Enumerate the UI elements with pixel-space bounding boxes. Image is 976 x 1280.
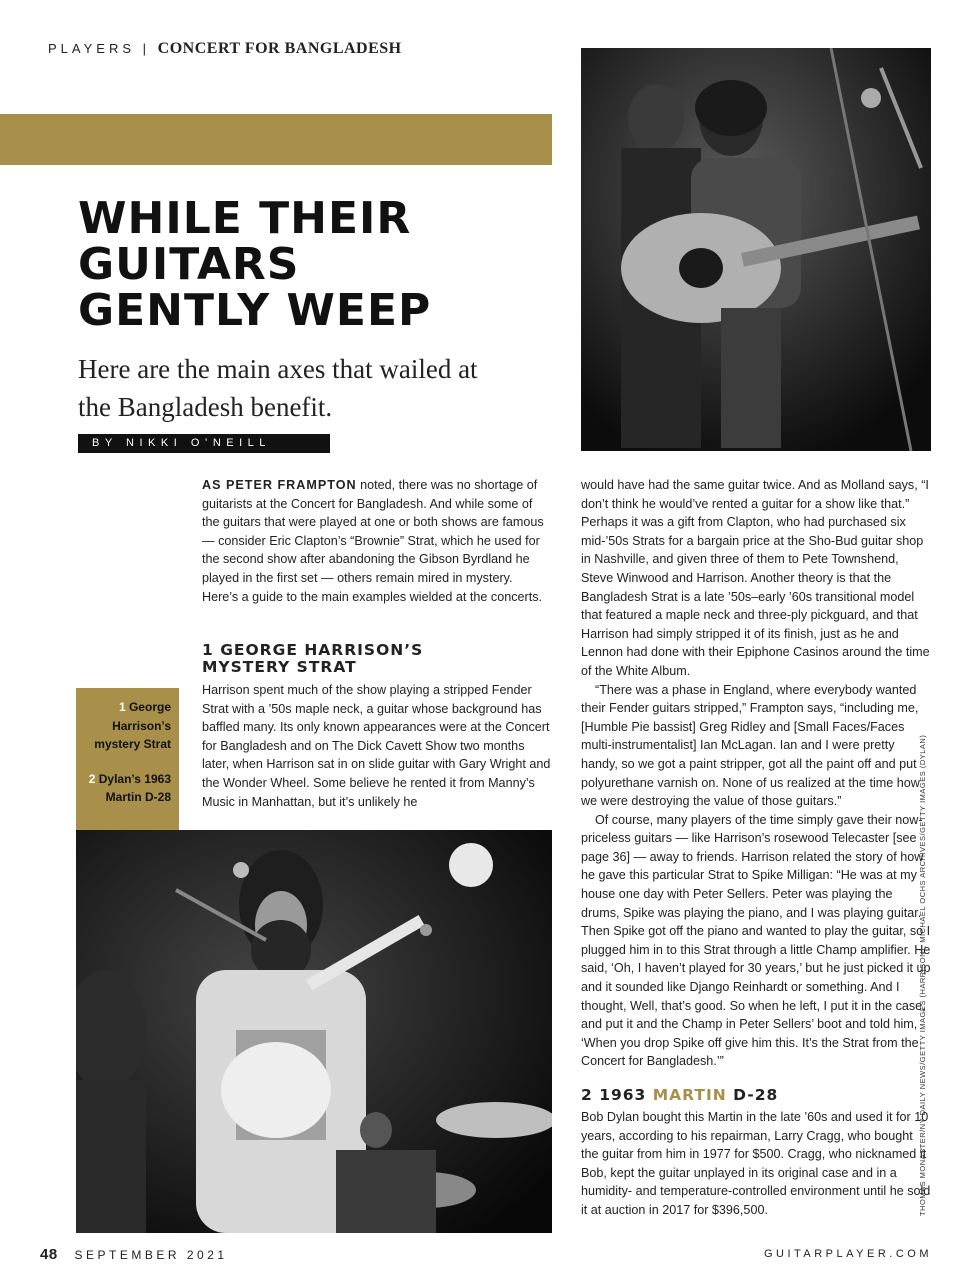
photo-key-sidebar xyxy=(76,688,179,830)
photo-key-item-2 xyxy=(76,770,171,807)
section-separator: | xyxy=(142,41,151,56)
section-2-heading xyxy=(581,1087,931,1104)
section-1-paragraph-1: Harrison spent much of the show playing a stripped Fender Strat with a ’50s maple neck, a guitar whose background has baffled many. Its only known appearances were at the Concert for Bangladesh and on The Dick Cavett Show two months later, when Harrison sat in on slide guitar with Gary Wright and the Wonder Wheel. Some believe he rented it from Manny’s Music in Manhattan, but it’s unlikely he xyxy=(202,683,551,809)
headline-line-3: GENTLY WEEP xyxy=(78,285,432,336)
section-2-column xyxy=(581,1108,931,1220)
gold-accent-bar xyxy=(0,114,552,165)
dylan-photo xyxy=(581,48,931,451)
dek: Here are the main axes that wailed at the Bangladesh benefit. xyxy=(78,354,478,422)
headline-line-2: GUITARS xyxy=(78,239,300,290)
section-1-paragraph-2: would have had the same guitar twice. And as Molland says, “I don’t think he would’ve rented a guitar for a show like that.” Perhaps it was a gift from Clapton, who had purchased six mid-’50s Strats for a bargain price at the Sho-Bud guitar shop in Nashville, and given three of them to Pete Townshend, Steve Winwood and Harrison. Another theory is that the Bangladesh Strat is a late ’50s–early ’60s transitional model that featured a maple neck and three-ply pickguard, and that Harrison had simply stripped it of its finish, just as he and Lennon had done with their Epiphone Casinos around the time of the White Album. xyxy=(581,478,930,678)
intro-column xyxy=(202,476,552,606)
section-2-title-post: D-28 xyxy=(726,1086,779,1104)
photo-key-number-1: 1 xyxy=(118,700,126,714)
page-number: 48 xyxy=(40,1246,58,1263)
byline: BY NIKKI O’NEILL xyxy=(78,434,330,453)
photo-key-item-1 xyxy=(76,698,171,754)
harrison-photo xyxy=(76,830,552,1233)
footer-site: GUITARPLAYER.COM xyxy=(763,1248,932,1260)
photo-key-text-2: Dylan’s 1963 Martin D-28 xyxy=(95,771,171,804)
section-topic: CONCERT FOR BANGLADESH xyxy=(157,40,402,57)
issue-date: SEPTEMBER 2021 xyxy=(74,1248,228,1262)
section-2-brand: MARTIN xyxy=(652,1086,727,1104)
section-1-heading xyxy=(202,642,432,676)
section-header xyxy=(48,40,402,58)
section-label: PLAYERS xyxy=(48,41,136,56)
photo-key-text-1: George Harrison’s mystery Strat xyxy=(94,700,171,751)
photo-key-number-2: 2 xyxy=(88,771,96,786)
section-1-column-1 xyxy=(202,681,552,811)
intro-lead: AS PETER FRAMPTON xyxy=(202,478,357,492)
section-1-column-2 xyxy=(581,476,931,1071)
photo-credit: THOMAS MONASTER/NY DAILY NEWS/GETTY IMAGES (HARRISON); MICHAEL OCHS ARCHIVES/GETTY IMAGES (DYLAN) xyxy=(918,734,927,1216)
footer-left xyxy=(40,1246,228,1263)
headline-line-1: WHILE THEIR xyxy=(78,193,412,244)
section-2-number: 2 xyxy=(581,1086,593,1104)
dylan-photo-illustration xyxy=(581,48,931,451)
headline xyxy=(78,193,558,336)
section-1-paragraph-3: “There was a phase in England, where everybody wanted their Fender guitars stripped,” Frampton says, “including me, [Humble Pie bassist] Greg Ridley and [Small Faces/Faces multi-instrumentalist] Ian McLagan. Ian and I were pretty handy, so we got a paint stripper, got all the paint off and put polyurethane varnish on. None of us realized at the time how we were destroying the value of those guitars.” xyxy=(581,682,920,809)
section-1-number: 1 xyxy=(202,641,214,659)
intro-paragraph xyxy=(202,476,552,606)
intro-text: noted, there was no shortage of guitarists at the Concert for Bangladesh. And while some of the guitars that were played at one or both shows are famous — consider Eric Clapton’s “Brownie” Strat, which he used for the second show after abandoning the Gibson Byrdland he played in the first set — others remain mired in mystery. Here’s a guide to the main examples wielded at the concerts. xyxy=(202,478,544,604)
section-1-title: GEORGE HARRISON’S MYSTERY STRAT xyxy=(202,641,424,676)
harrison-photo-illustration xyxy=(76,830,552,1233)
section-2-title-pre: 1963 xyxy=(592,1086,653,1104)
section-2-paragraph: Bob Dylan bought this Martin in the late ’60s and used it for 10 years, according to his repairman, Larry Cragg, who bought the guitar from him in 1977 for $500. Cragg, who nicknamed it Bob, kept the guitar unplayed in its original case and in a humidity- and temperature-controlled environment until he sold it at auction in 2017 for $396,500. xyxy=(581,1110,931,1217)
section-1-paragraph-4: Of course, many players of the time simply gave their now-priceless guitars — like Harrison’s rosewood Telecaster [see page 36] — away to friends. Harrison related the story of how he gave this particular Strat to Spike Milligan: “He was at my house one day with Peter Sellers. Peter was playing the drums, Spike was playing the piano, and I was playing guitar. Then Spike got off the piano and wanted to play the guitar, so I plugged him in to this Strat through a little Champ amplifier. He said, ‘Oh, I haven’t played for 30 years,’ but he just picked it up and it sounded like Django Reinhardt or something. And I thought, Well, that’s good. So when he left, I put it in the case, and put it and the Champ in Peter Sellers’ boot and told him, ‘When you drop Spike off give him this. It’s the Strat from the Concert for Bangladesh.’” xyxy=(581,812,931,1069)
